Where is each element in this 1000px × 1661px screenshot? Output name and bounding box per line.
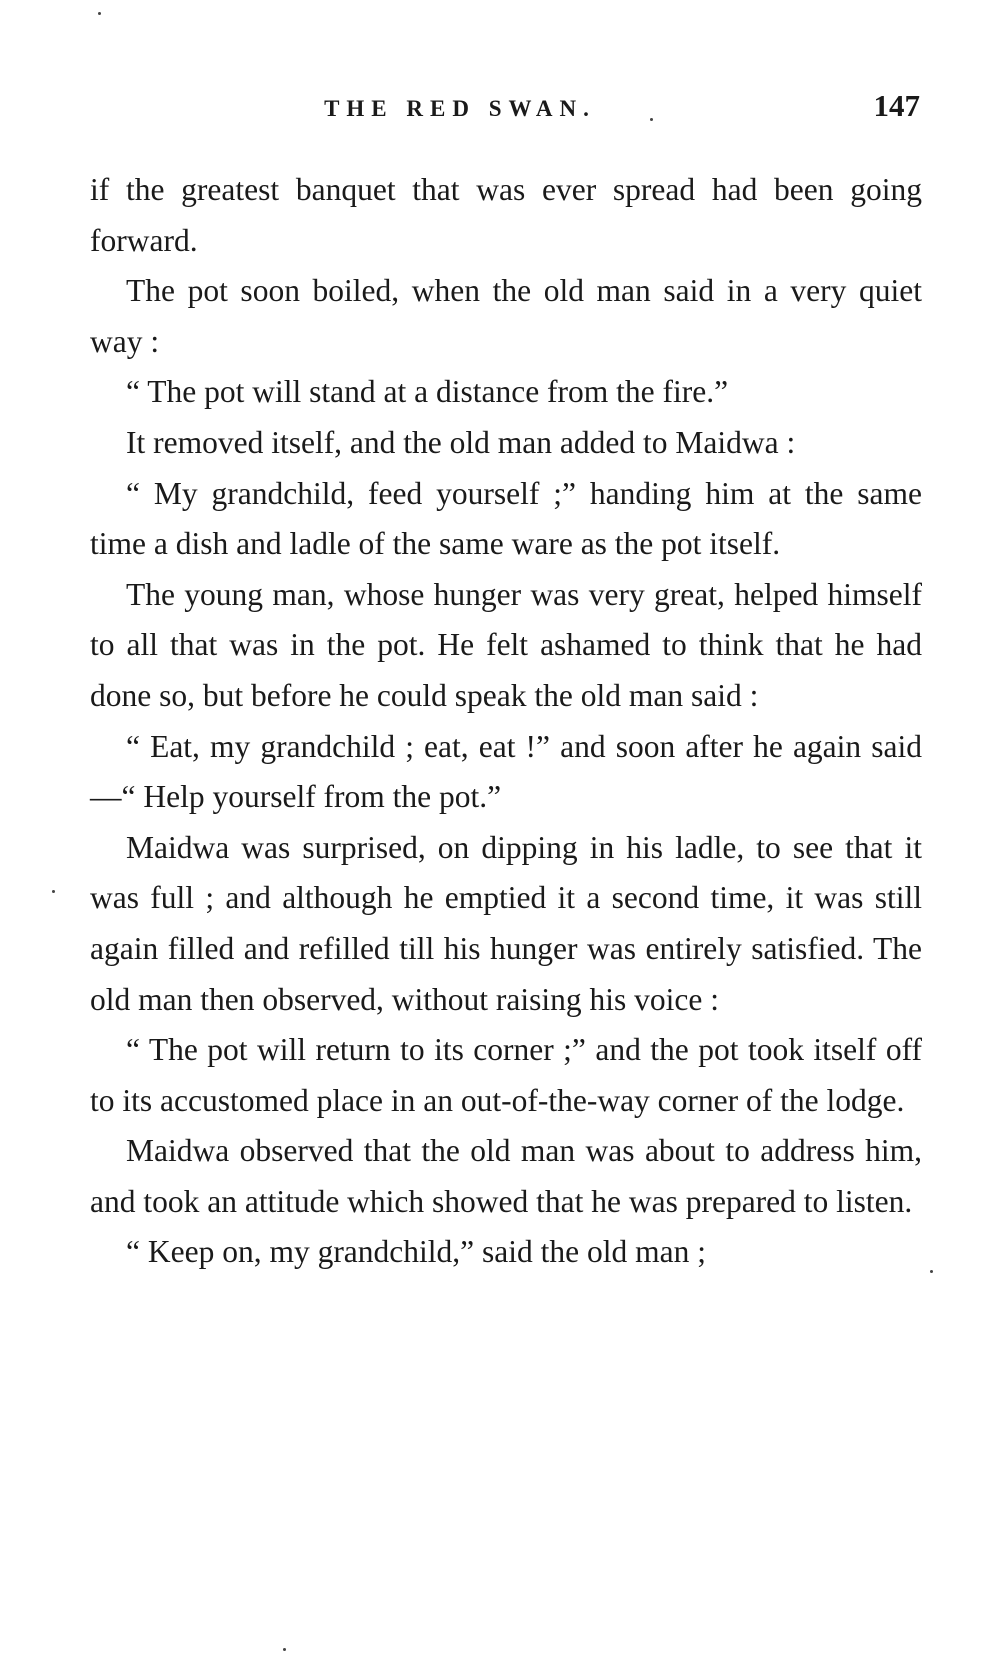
paragraph: The young man, whose hunger was very great, helped himself to all that was in the pot. He felt ashamed to think that he had done so, but before he could speak the old man said : [90, 576, 922, 713]
paper-speck [650, 118, 653, 121]
paragraph: “ Eat, my grandchild ; eat, eat !” and soon after he again said—“ Help yourself from the pot.” [90, 728, 922, 815]
running-title: THE RED SWAN. [324, 96, 596, 121]
paper-speck [52, 890, 55, 893]
paragraph: “ Keep on, my grandchild,” said the old man ; [126, 1234, 706, 1270]
paragraph: The pot soon boiled, when the old man said in a very quiet way : [90, 273, 922, 359]
paragraph: “ The pot will stand at a distance from the fire.” [126, 374, 729, 410]
body-text [90, 165, 922, 1278]
paper-speck [283, 1648, 286, 1651]
paragraph: Maidwa observed that the old man was about to address him, and took an attitude which showed that he was prepared to listen. [90, 1133, 922, 1219]
paper-speck [930, 1270, 933, 1273]
paragraph: if the greatest banquet that was ever spread had been going forward. [90, 172, 922, 258]
paragraph: It removed itself, and the old man added to Maidwa : [126, 424, 796, 460]
paper-speck [98, 12, 101, 15]
running-head [90, 88, 920, 128]
paragraph: “ My grandchild, feed yourself ;” handing him at the same time a dish and ladle of the same ware as the pot itself. [90, 475, 922, 562]
paragraph: “ The pot will return to its corner ;” and the pot took itself off to its accustomed place in an out-of-the-way corner of the lodge. [90, 1032, 922, 1118]
paragraph: Maidwa was surprised, on dipping in his ladle, to see that it was full ; and although he emptied it a second time, it was still again filled and refilled till his hunger was entirely satisfied. The old man then observed, without raising his voice : [90, 829, 922, 1017]
page-number: 147 [873, 88, 920, 123]
